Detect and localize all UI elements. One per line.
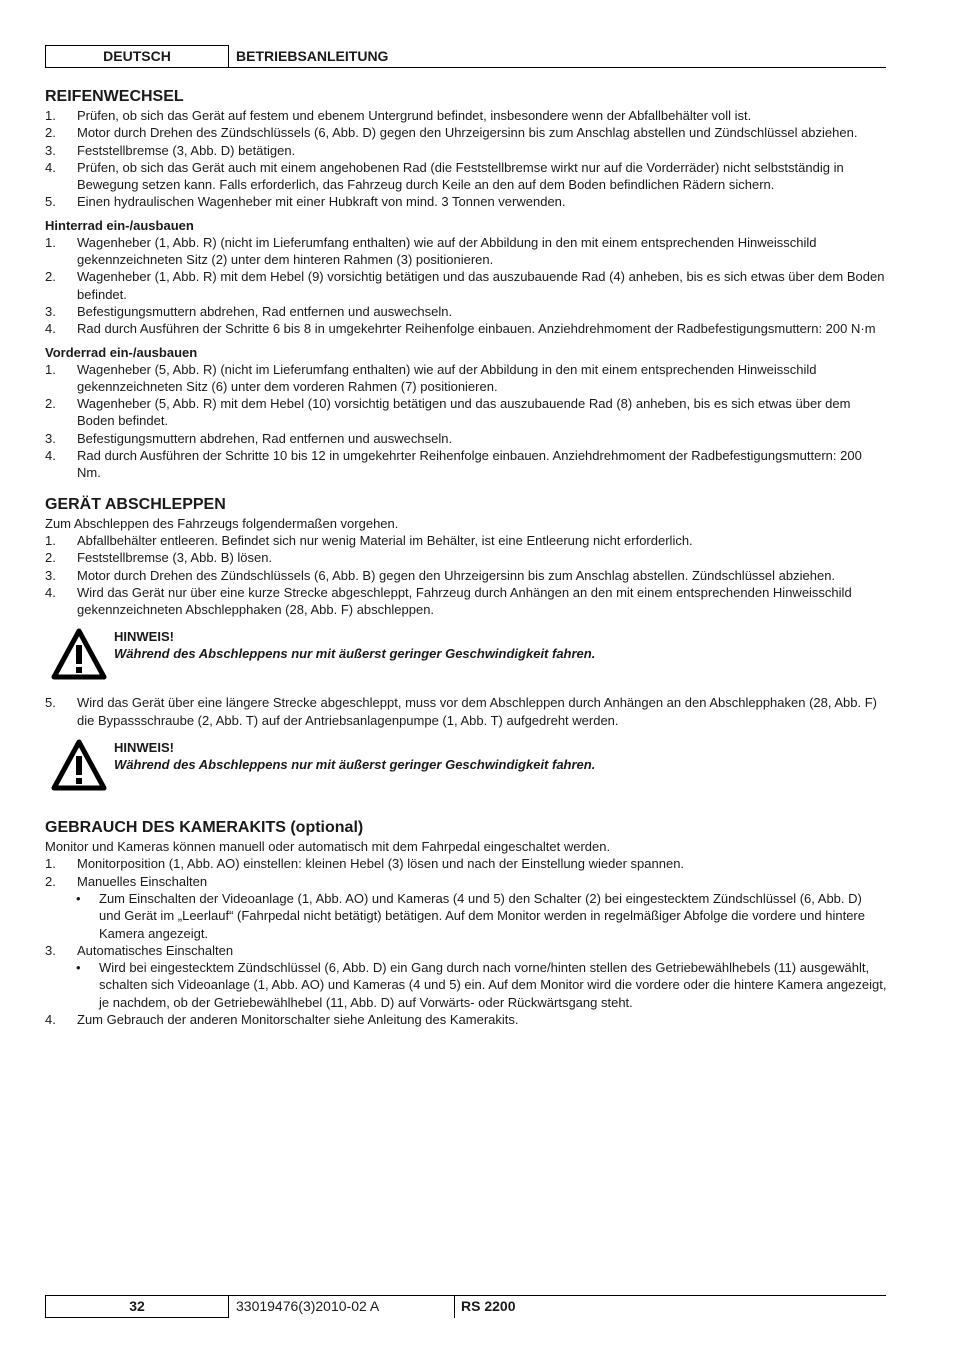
warning-heading: HINWEIS! bbox=[114, 629, 174, 645]
document-number: 33019476(3)2010-02 A bbox=[236, 1298, 380, 1314]
list-item: 2. Wagenheber (5, Abb. R) mit dem Hebel (10) vorsichtig betätigen und das auszubauende Rad (8) anheben, bis es sich etwas über dem Boden befindet. bbox=[45, 396, 851, 429]
header-rule bbox=[228, 67, 886, 68]
list-item: 1. Abfallbehälter entleeren. Befindet sich nur wenig Material im Behälter, ist eine Entleerung nicht erforderlich. bbox=[45, 532, 693, 548]
warning-text: Während des Abschleppens nur mit äußerst geringer Geschwindigkeit fahren. bbox=[114, 757, 596, 773]
warning-text: Während des Abschleppens nur mit äußerst geringer Geschwindigkeit fahren. bbox=[114, 646, 596, 662]
subsection-title-front-wheel: Vorderrad ein-/ausbauen bbox=[45, 344, 198, 360]
list-item: 1. Monitorposition (1, Abb. AO) einstellen: kleinen Hebel (3) lösen und nach der Einstellung wieder spannen. bbox=[45, 856, 685, 872]
list-item: 5. Einen hydraulischen Wagenheber mit einer Hubkraft von mind. 3 Tonnen verwenden. bbox=[45, 194, 566, 210]
list-item: 5. Wird das Gerät über eine längere Strecke abgeschleppt, muss vor dem Abschleppen durch Anhängen an den Abschlepphaken (28, Abb. F) die Bypassschraube (2, Abb. T) auf der Antriebsanlagenpumpe (1, Abb. T) aufgedreht werden. bbox=[45, 695, 878, 728]
bullet-item: • Wird bei eingestecktem Zündschlüssel (6, Abb. D) ein Gang durch nach vorne/hinten stellen des Getriebewählhebels (11) ausgewählt, schalten sich Videoanlage (1, Abb. AO) und Kameras (4 und 5) ein. Auf dem Monitor wird die vordere oder die hintere Kamera angezeigt, je nachdem, ob der Getriebewählhebel (11, Abb. D) auf Vorwärts- oder Rückwärtsgang steht. bbox=[76, 960, 887, 1010]
section-title-tire-change: REIFENWECHSEL bbox=[45, 88, 184, 105]
header-language: DEUTSCH bbox=[45, 45, 229, 68]
list-item: 2. Wagenheber (1, Abb. R) mit dem Hebel (9) vorsichtig betätigen und das auszubauende Rad (4) anheben, bis es sich etwas über dem Boden befindet. bbox=[45, 269, 885, 302]
list-item: 1. Wagenheber (5, Abb. R) (nicht im Lieferumfang enthalten) wie auf der Abbildung in den mit einem entsprechenden Hinweisschild gekennzeichneten Sitz (6) unter dem vorderen Rahmen (7) positionieren. bbox=[45, 361, 817, 394]
warning-triangle-icon bbox=[51, 739, 107, 791]
list-item: 2. Feststellbremse (3, Abb. B) lösen. bbox=[45, 550, 273, 566]
list-item: 4. Rad durch Ausführen der Schritte 10 bis 12 in umgekehrter Reihenfolge einbauen. Anziehdrehmoment der Radbefestigungsmuttern: 200 Nm. bbox=[45, 448, 862, 481]
list-item: 2. Motor durch Drehen des Zündschlüssels (6, Abb. D) gegen den Uhrzeigersinn bis zum Anschlag abstellen und Zündschlüssel abziehen. bbox=[45, 125, 858, 141]
list-item: 3. Befestigungsmuttern abdrehen, Rad entfernen und auswechseln. bbox=[45, 430, 453, 446]
list-item: 1. Wagenheber (1, Abb. R) (nicht im Lieferumfang enthalten) wie auf der Abbildung in den mit einem entsprechenden Hinweisschild gekennzeichneten Sitz (2) unter dem hinteren Rahmen (3) positionieren. bbox=[45, 234, 817, 268]
page-footer bbox=[45, 1295, 886, 1319]
list-item: 3. Feststellbremse (3, Abb. D) betätigen. bbox=[45, 142, 296, 158]
list-item: 4. Wird das Gerät nur über eine kurze Strecke abgeschleppt, Fahrzeug durch Anhängen an den mit einem entsprechenden Hinweisschild gekennzeichneten Abschlepphaken (28, Abb. F) abschleppen. bbox=[45, 584, 852, 618]
list-item: 3. Befestigungsmuttern abdrehen, Rad entfernen und auswechseln. bbox=[45, 303, 453, 319]
header-manual-title: BETRIEBSANLEITUNG bbox=[236, 48, 389, 64]
towing-intro: Zum Abschleppen des Fahrzeugs folgendermaßen vorgehen. bbox=[45, 515, 399, 531]
warning-triangle-icon bbox=[51, 628, 107, 680]
list-item: 2. Manuelles Einschalten bbox=[45, 873, 208, 889]
list-item: 1. Prüfen, ob sich das Gerät auf festem und ebenem Untergrund befindet, insbesondere wenn der Abfallbehälter voll ist. bbox=[45, 108, 752, 123]
camera-intro: Monitor und Kameras können manuell oder automatisch mit dem Fahrpedal eingeschaltet werden. bbox=[45, 839, 611, 855]
model-name: RS 2200 bbox=[461, 1298, 516, 1314]
list-item: 3. Motor durch Drehen des Zündschlüssels (6, Abb. B) gegen den Uhrzeigersinn bis zum Anschlag abstellen. Zündschlüssel abziehen. bbox=[45, 567, 836, 583]
page-header bbox=[45, 45, 886, 67]
list-item: 4. Rad durch Ausführen der Schritte 6 bis 8 in umgekehrter Reihenfolge einbauen. Anziehdrehmoment der Radbefestigungsmuttern: 200 N·m bbox=[45, 321, 876, 337]
page-content bbox=[45, 87, 887, 1028]
list-item: 4. Prüfen, ob sich das Gerät auch mit einem angehobenen Rad (die Feststellbremse wirkt nur auf die Vorderräder) nicht selbstständig in Bewegung setzen kann. Falls erforderlich, das Fahrzeug durch Keile an den auf dem Boden befindlichen Rädern sichern. bbox=[45, 159, 844, 193]
section-title-towing: GERÄT ABSCHLEPPEN bbox=[45, 495, 226, 513]
warning-note bbox=[45, 628, 887, 684]
warning-heading: HINWEIS! bbox=[114, 740, 174, 756]
list-item: 4. Zum Gebrauch der anderen Monitorschalter siehe Anleitung des Kamerakits. bbox=[45, 1011, 519, 1027]
warning-note bbox=[45, 739, 887, 795]
footer-separator bbox=[454, 1295, 455, 1318]
bullet-item: • Zum Einschalten der Videoanlage (1, Abb. AO) und Kameras (4 und 5) den Schalter (2) bei eingestecktem Zündschlüssel (6, Abb. D) und Gerät im „Leerlauf“ (Fahrpedal nicht betätigt) betätigen. Auf dem Monitor werden in regelmäßiger Abfolge die vordere und hintere Kamera angezeigt. bbox=[76, 890, 865, 941]
page-number: 32 bbox=[45, 1295, 229, 1318]
list-item: 3. Automatisches Einschalten bbox=[45, 942, 234, 958]
section-title-camera-kit: GEBRAUCH DES KAMERAKITS (optional) bbox=[45, 819, 364, 837]
subsection-title-rear-wheel: Hinterrad ein-/ausbauen bbox=[45, 217, 194, 233]
